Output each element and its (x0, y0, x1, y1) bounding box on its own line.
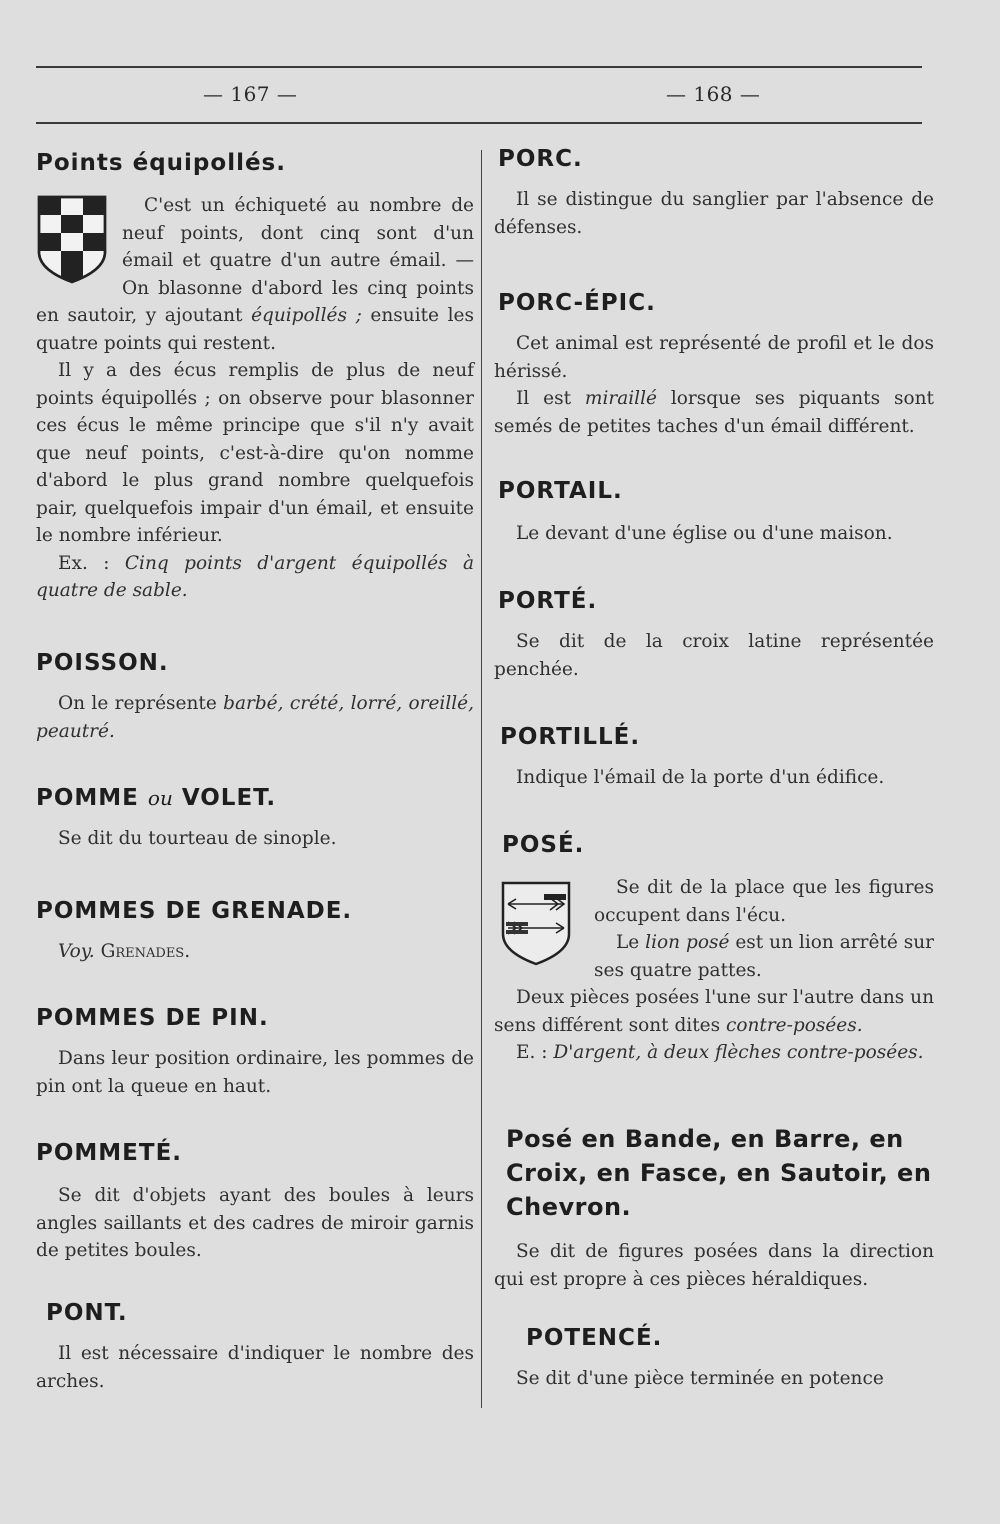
entry-text: C'est un échiqueté au nombre de neuf points, dont cinq sont d'un émail et quatre d'un autre émail. — On blasonne d'abord les cinq points en sautoir, y ajoutant équipollés ; ensuite les quatre points qui restent. (36, 195, 474, 354)
entry-text: Se dit d'une pièce terminée en potence (516, 1368, 884, 1389)
entry-pomme (36, 785, 474, 853)
entry-pommes-de-grenade (36, 898, 474, 966)
entry-title: PORC-ÉPIC. (498, 290, 656, 316)
header-rule (36, 122, 922, 124)
entry-text: Il est miraillé lorsque ses piquants sont semés de petites taches d'un émail différent. (494, 388, 934, 437)
page-number-left: — 167 — (203, 82, 298, 106)
entry-text: Se dit du tourteau de sinople. (58, 828, 337, 849)
checkered-shield-icon (36, 194, 108, 284)
entry-title: PORTÉ. (498, 588, 598, 614)
entry-text: On le représente barbé, crété, lorré, oreillé, peautré. (36, 693, 474, 742)
entry-portille (494, 724, 934, 792)
entry-porc (494, 146, 934, 241)
entry-title: PORTILLÉ. (500, 724, 641, 750)
entry-text: Se dit de la place que les figures occupent dans l'écu. (594, 877, 934, 926)
entry-potence (494, 1325, 934, 1393)
entry-text: Dans leur position ordinaire, les pommes de pin ont la queue en haut. (36, 1048, 474, 1097)
entry-text: Deux pièces posées l'une sur l'autre dans un sens différent sont dites contre-posées. (494, 987, 934, 1036)
entry-text: Se dit de figures posées dans la direction qui est propre à ces pièces héraldiques. (494, 1241, 934, 1290)
entry-example: E. : D'argent, à deux flèches contre-posées. (516, 1042, 924, 1063)
entry-text: Le lion posé est un lion arrêté sur ses quatre pattes. (594, 932, 934, 981)
page-number-right: — 168 — (666, 82, 761, 106)
entry-title: PORTAIL. (498, 478, 623, 504)
entry-text: Il se distingue du sanglier par l'absence de défenses. (494, 189, 934, 238)
arrows-shield-icon (500, 880, 572, 966)
entry-pommes-de-pin (36, 1005, 474, 1100)
entry-porte (494, 588, 934, 683)
entry-text: Voy. Grenades. (58, 941, 191, 962)
entry-text: Cet animal est représenté de profil et le dos hérissé. (494, 333, 934, 382)
entry-points-equipolles (36, 150, 474, 605)
entry-title: POSÉ. (502, 832, 585, 858)
entry-title: POMMETÉ. (36, 1140, 183, 1166)
entry-text: Il y a des écus remplis de plus de neuf points équipollés ; on observe pour blasonner ces écus le même principe que s'il n'y avait que neuf points, c'est-à-dire qu'on nomme d'abord le plus grand nombre quelquefois pair, quelquefois impair d'un émail, et ensuite le nombre inférieur. (36, 360, 474, 546)
entry-text: Se dit d'objets ayant des boules à leurs angles saillants et des cadres de miroir garnis de petites boules. (36, 1185, 474, 1261)
entry-pont (36, 1300, 474, 1395)
entry-example: Ex. : Cinq points d'argent équipollés à quatre de sable. (36, 552, 474, 601)
entry-title: POMMES DE GRENADE. (36, 898, 353, 924)
entry-poisson (36, 650, 474, 745)
entry-text: Se dit de la croix latine représentée penchée. (494, 631, 934, 680)
entry-text: Il est nécessaire d'indiquer le nombre des arches. (36, 1343, 474, 1392)
entry-text: Le devant d'une église ou d'une maison. (516, 523, 893, 544)
entry-porc-epic (494, 290, 934, 440)
entry-title: Points équipollés. (36, 150, 286, 176)
entry-title: PORC. (498, 146, 583, 172)
entry-title: POMMES DE PIN. (36, 1005, 269, 1031)
entry-title: POTENCÉ. (526, 1325, 663, 1351)
entry-pommete (36, 1140, 474, 1265)
entry-text: Indique l'émail de la porte d'un édifice. (516, 767, 885, 788)
entry-title: Posé en Bande, en Barre, en Croix, en Fasce, en Sautoir, en Chevron. (506, 1125, 932, 1221)
entry-portail (494, 478, 934, 548)
entry-title: PONT. (46, 1300, 128, 1326)
top-rule (36, 66, 922, 68)
column-divider (481, 150, 482, 1408)
entry-title: POISSON. (36, 650, 169, 676)
entry-pose-en-bande (494, 1122, 934, 1293)
entry-pose (494, 832, 934, 1067)
entry-title: POMME ou VOLET. (36, 785, 277, 811)
